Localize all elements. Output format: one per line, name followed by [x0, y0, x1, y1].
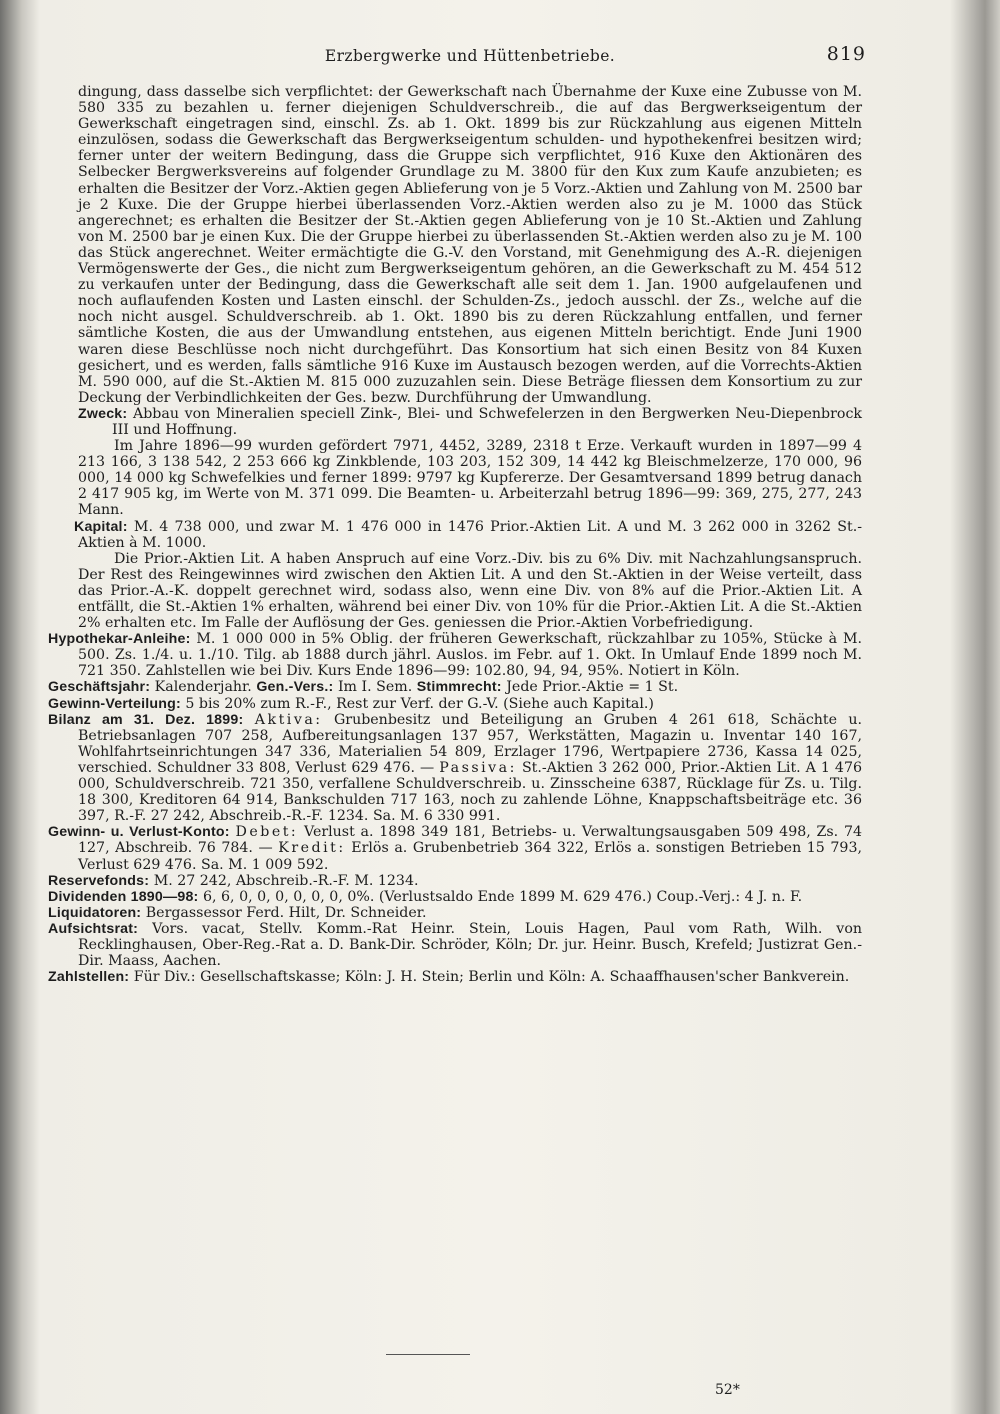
stimmrecht-label: Stimmrecht: [416, 679, 502, 696]
aufsichtsrat-label: Aufsichtsrat: [48, 920, 139, 937]
gen-vers-text: Im I. Sem. [337, 679, 413, 696]
intro-paragraph: dingung, dass dasselbe sich verpflichtet: der Gewerkschaft nach Übernahme der Kuxe eine Zubusse von M. 580 335 zu bezahlen u. ferner diejenigen Schuldverschreib., die auf das Bergwerkseigentum der Gewerkschaft eingetragen sind, einschl. Zs. ab 1. Okt. 1899 bis zur Rückzahlung aus eigenen Mitteln einzulösen, sodass die Gewerkschaft das Bergwerkseigentum schulden- und hypothekenfrei besitzen wird; ferner unter der weitern Bedingung, dass die Gruppe sich verpflichtet, 916 Kuxe den Aktionären des Selbecker Bergwerksvereins auf folgender Grundlage zu M. 3800 für den Kux zum Kaufe anzubieten; es erhalten die Besitzer der Vorz.-Aktien gegen Ablieferung von je 5 Vorz.-Aktien und Zahlung von M. 2500 bar je 2 Kuxe. Die der Gruppe hierbei überlassenden Vorz.-Aktien werden also zu je M. 1000 das Stück angerechnet; es erhalten die Besitzer der St.-Aktien gegen Ablieferung von je 10 St.-Aktien und Zahlung von M. 2500 bar je einen Kux. Die der Gruppe hierbei zu überlassenden St.-Aktien werden also zu je M. 100 das Stück angerechnet. Weiter ermächtigte die G.-V. den Vorstand, mit Genehmigung des A.-R. diejenigen Vermögenswerte der Ges., die nicht zum Bergwerkseigentum gehören, an die Gewerkschaft zu M. 454 512 zu verkaufen unter der Bedingung, dass die Gewerkschaft alle seit dem 1. Jan. 1900 aufgelaufenen und noch auflaufenden Kosten und Lasten einschl. der Schulden-Zs., jedoch ausschl. der Zs., welche auf die noch nicht ausgel. Schuldverschreib. ab 1. Okt. 1890 bis zu deren Rückzahlung entfallen, und ferner sämtliche Kosten, die aus der Umwandlung entstehen, aus eigenen Mitteln berichtigt. Ende Juni 1900 waren diese Beschlüsse noch nicht durchgeführt. Das Konsortium hat sich einen Besitz von 84 Kuxen gesichert, und es werden, falls sämtliche 916 Kuxe im Austausch bezogen werden, auf die Vorrechts-Aktien M. 590 000, auf die St.-Aktien M. 815 000 zuzuzahlen sein. Diese Beträge fliessen dem Konsortium zu zur Deckung der Verbindlichkeiten der Ges. bezw. Durchführung der Umwandlung. [78, 84, 862, 406]
reservefonds-text: M. 27 242, Abschreib.-R.-F. M. 1234. [153, 872, 419, 889]
passiva-text: St.-Aktien 3 262 000, Prior.-Aktien Lit. A 1 476 000, Schuldverschreib. 721 350, verfallene Schuldverschreib. u. Zinsscheine 6387, Rücklage für Zs. u. Tilg. 18 300, Kreditoren 64 914, Bankschulden 717 163, noch zu zahlende Löhne, Knappschaftsbeiträge etc. 36 397, R.-F. 27 242, Abschreib.-R.-F. 1234. Sa. M. 6 330 991. [78, 759, 862, 825]
aktiva-text: Grubenbesitz und Beteiligung an Gruben 4 261 618, Schächte u. Betriebsanlagen 707 258, Aufbereitungsanlagen 137 957, Werkstätten, Magazin u. Inventar 140 167, Wohlfahrtseinrichtungen 347 336, Materialien 54 809, Erzlager 1796, Wertpapiere 2736, Kassa 14 025, verschied. Schuldner 33 808, Verlust 629 476. — [78, 711, 862, 776]
page-number: 819 [826, 43, 866, 65]
hypothekar-entry [48, 631, 862, 680]
aufsichtsrat-entry [48, 920, 862, 970]
zweck-text: Abbau von Mineralien speciell Zink-, Blei- und Schwefelerzen in den Bergwerken Neu-Diepenbrock III und Hoffnung. [112, 405, 862, 438]
kapital-text: M. 4 738 000, und zwar M. 1 476 000 in 1476 Prior.-Aktien Lit. A und M. 3 262 000 in 3262 St.-Aktien à M. 1000. [78, 518, 862, 551]
debet-text: Verlust a. 1898 349 181, Betriebs- u. Verwaltungsausgaben 509 498, Zs. 74 127, Abschreib. 76 784. — [78, 824, 863, 857]
zahlstellen-entry [48, 969, 862, 986]
zahlstellen-label: Zahlstellen: [48, 969, 130, 986]
prior-paragraph: Die Prior.-Aktien Lit. A haben Anspruch auf eine Vorz.-Div. bis zu 6% Div. mit Nachzahlungsanspruch. Der Rest des Reingewinnes wird zwischen den Aktien Lit. A und den St.-Aktien in der Weise verteilt, dass das Prior.-A.-K. doppelt gerechnet wird, sodass also, wenn eine Div. von 8% auf die Prior.-Aktien Lit. A entfällt, die St.-Aktien 1% erhalten, während bei einer Div. von 10% für die Prior.-Aktien Lit. A die St.-Aktien 2% erhalten etc. Im Falle der Auflösung der Ges. geniessen die Prior.-Aktien Vorbefriedigung. [78, 550, 862, 632]
reservefonds-entry [48, 872, 862, 889]
geschaeftsjahr-label: Geschäftsjahr: [48, 679, 151, 696]
gewinn-verteilung-text: 5 bis 20% zum R.-F., Rest zur Verf. der G.-V. (Siehe auch Kapital.) [185, 695, 654, 712]
kapital-label: Kapital: [74, 518, 128, 535]
gewinn-verteilung-label: Gewinn-Verteilung: [48, 695, 181, 712]
text-column [48, 43, 866, 986]
passiva-label: Passiva: [439, 759, 517, 776]
liquidatoren-text: Bergassessor Ferd. Hilt, Dr. Schneider. [145, 904, 427, 921]
debet-label: Debet: [235, 824, 299, 841]
bilanz-label: Bilanz am 31. Dez. 1899: [48, 711, 244, 728]
zweck-entry [78, 406, 862, 438]
geschaeftsjahr-text: Kalenderjahr. [154, 679, 252, 696]
production-paragraph: Im Jahre 1896—99 wurden gefördert 7971, 4452, 3289, 2318 t Erze. Verkauft wurden in 1897—99 4 213 166, 3 138 542, 2 253 666 kg Zinkblende, 103 203, 152 309, 14 442 kg Bleischmelzerze, 170 000, 96 000, 14 000 kg Schwefelkies und ferner 1899: 9797 kg Kupfererze. Der Gesamtversand 1899 betrug danach 2 417 905 kg, im Werte von M. 371 099. Die Beamten- u. Arbeiterzahl betrug 1896—99: 369, 275, 277, 243 Mann. [78, 438, 862, 519]
dividenden-entry [48, 888, 862, 905]
running-header [78, 43, 866, 74]
gen-vers-label: Gen.-Vers.: [256, 679, 334, 696]
liquidatoren-label: Liquidatoren: [48, 904, 142, 921]
hypothekar-label: Hypothekar-Anleihe: [48, 631, 191, 648]
dividenden-label: Dividenden 1890—98: [48, 888, 199, 905]
bilanz-entry [48, 711, 862, 825]
reservefonds-label: Reservefonds: [48, 872, 150, 889]
guv-entry [48, 824, 863, 873]
zahlstellen-text: Für Div.: Gesellschaftskasse; Köln: J. H. Stein; Berlin und Köln: A. Schaaffhausen'scher Bankverein. [133, 969, 850, 986]
hypothekar-text: M. 1 000 000 in 5% Oblig. der früheren Gewerkschaft, rückzahlbar zu 105%, Stücke à M. 500. Zs. 1./4. u. 1./10. Tilg. ab 1888 durch jährl. Auslos. im Febr. auf 1. Okt. In Umlauf Ende 1899 noch M. 721 350. Zahlstellen wie bei Div. Kurs Ende 1896—99: 102.80, 94, 94, 95%. Notiert in Köln. [78, 631, 862, 680]
kapital-entry [74, 518, 862, 551]
sheet-signature: 52* [715, 1382, 740, 1398]
aktiva-label: Aktiva: [254, 711, 323, 728]
guv-label: Gewinn- u. Verlust-Konto: [48, 824, 230, 841]
zweck-label: Zweck: [78, 405, 128, 422]
kredit-label: Kredit: [278, 840, 346, 857]
dividenden-text: 6, 6, 0, 0, 0, 0, 0, 0, 0%. (Verlustsaldo Ende 1899 M. 629 476.) Coup.-Verj.: 4 J. n. F. [202, 888, 803, 905]
stimmrecht-text: Jede Prior.-Aktie = 1 St. [506, 679, 679, 696]
aufsichtsrat-text: Vors. vacat, Stellv. Komm.-Rat Heinr. Stein, Louis Hagen, Paul vom Rath, Wilh. von Recklinghausen, Ober-Reg.-Rat a. D. Bank-Dir. Schröder, Köln; Dr. jur. Heinr. Busch, Krefeld; Justizrat Gen.-Dir. Maass, Aachen. [78, 920, 862, 970]
end-rule [386, 1354, 470, 1355]
gewinn-verteilung-entry [48, 695, 862, 712]
running-title: Erzbergwerke und Hüttenbetriebe. [324, 47, 616, 65]
kredit-text: Erlös a. Grubenbetrieb 364 322, Erlös a. sonstigen Betrieben 15 793, Verlust 629 476. Sa. M. 1 009 592. [78, 840, 862, 873]
geschaeftsjahr-entry [48, 679, 862, 696]
liquidatoren-entry [48, 904, 862, 921]
